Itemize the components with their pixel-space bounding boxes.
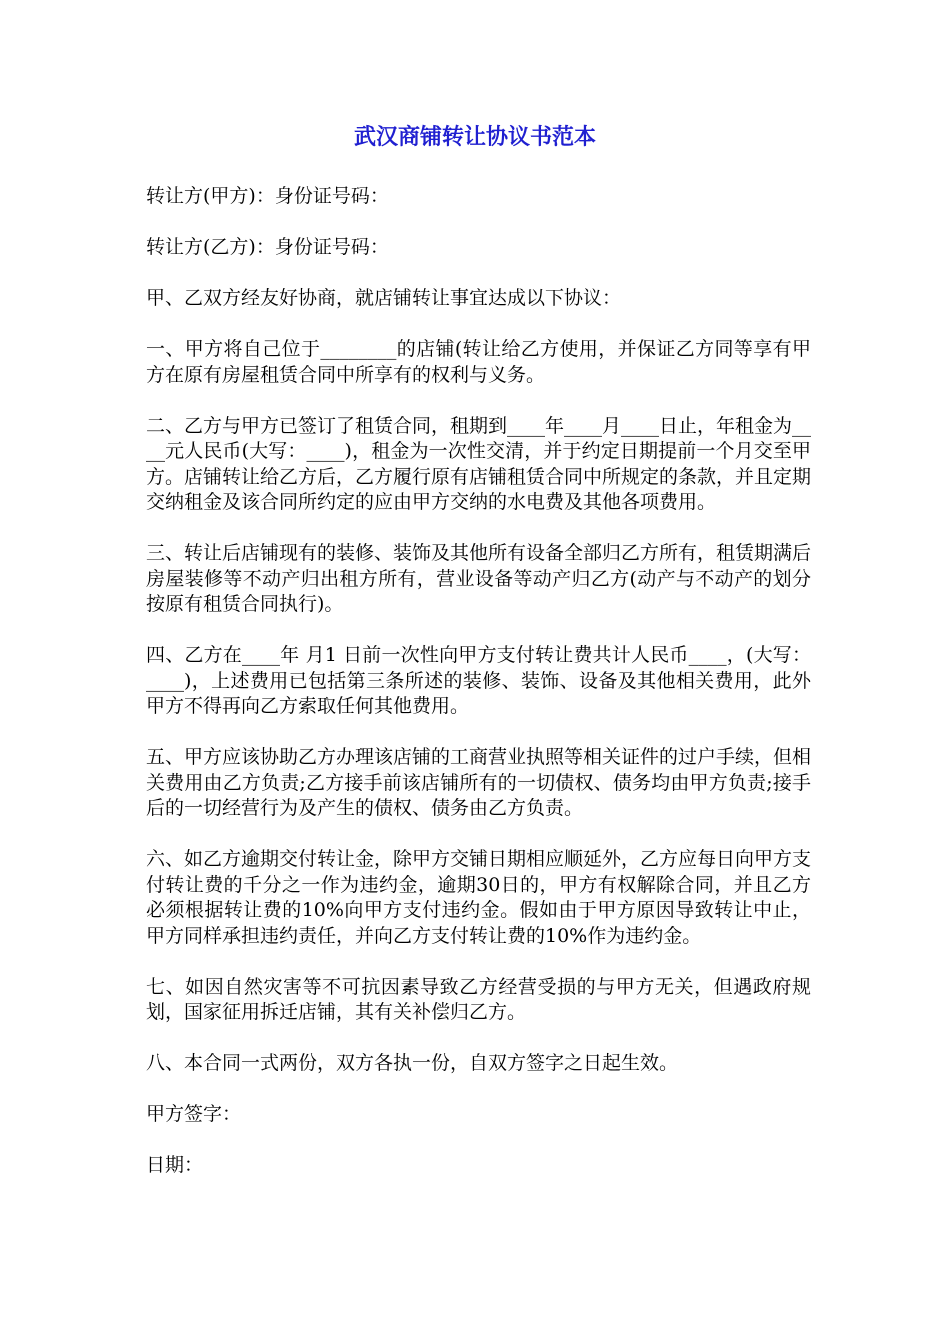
clause-6: 六、如乙方逾期交付转让金，除甲方交铺日期相应顺延外，乙方应每日向甲方支付转让费的千分之一作为违约金，逾期30日的，甲方有权解除合同，并且乙方必须根据转让费的10%向甲方支付违约金。假如由于甲方原因导致转让中止，甲方同样承担违约责任，并向乙方支付转让费的10%作为违约金。 xyxy=(146,848,812,947)
date-line: 日期： xyxy=(146,1154,204,1176)
document-body xyxy=(146,184,811,1204)
clause-3: 三、转让后店铺现有的装修、装饰及其他所有设备全部归乙方所有，租赁期满后房屋装修等不动产归出租方所有，营业设备等动产归乙方(动产与不动产的划分按原有租赁合同执行)。 xyxy=(146,542,812,615)
clause-1: 一、甲方将自己位于________的店铺(转让给乙方使用，并保证乙方同等享有甲方在原有房屋租赁合同中所享有的权利与义务。 xyxy=(146,338,811,386)
clause-2: 二、乙方与甲方已签订了租赁合同，租期到____年____月____日止，年租金为____元人民币(大写：____)，租金为一次性交清，并于约定日期提前一个月交至甲方。店铺转让给乙方后，乙方履行原有店铺租赁合同中所规定的条款，并且定期交纳租金及该合同所约定的应由甲方交纳的水电费及其他各项费用。 xyxy=(146,414,812,513)
agreement-intro: 甲、乙双方经友好协商，就店铺转让事宜达成以下协议： xyxy=(146,287,622,309)
clause-5: 五、甲方应该协助乙方办理该店铺的工商营业执照等相关证件的过户手续，但相关费用由乙方负责;乙方接手前该店铺所有的一切债权、债务均由甲方负责;接手后的一切经营行为及产生的债权、债务由乙方负责。 xyxy=(146,746,812,819)
document-title: 武汉商铺转让协议书范本 xyxy=(353,125,596,150)
clause-7: 七、如因自然灾害等不可抗因素导致乙方经营受损的与甲方无关，但遇政府规划，国家征用拆迁店铺，其有关补偿归乙方。 xyxy=(146,975,811,1023)
clause-4: 四、乙方在____年 月1 日前一次性向甲方支付转让费共计人民币____，(大写：____)，上述费用已包括第三条所述的装修、装饰、设备及其他相关费用，此外甲方不得再向乙方索取任何其他费用。 xyxy=(146,644,811,717)
party-a-line: 转让方(甲方)：身份证号码： xyxy=(146,185,389,207)
clause-8: 八、本合同一式两份，双方各执一份，自双方签字之日起生效。 xyxy=(146,1052,679,1074)
party-b-line: 转让方(乙方)：身份证号码： xyxy=(146,236,389,258)
party-a-signature-line: 甲方签字： xyxy=(146,1103,242,1125)
